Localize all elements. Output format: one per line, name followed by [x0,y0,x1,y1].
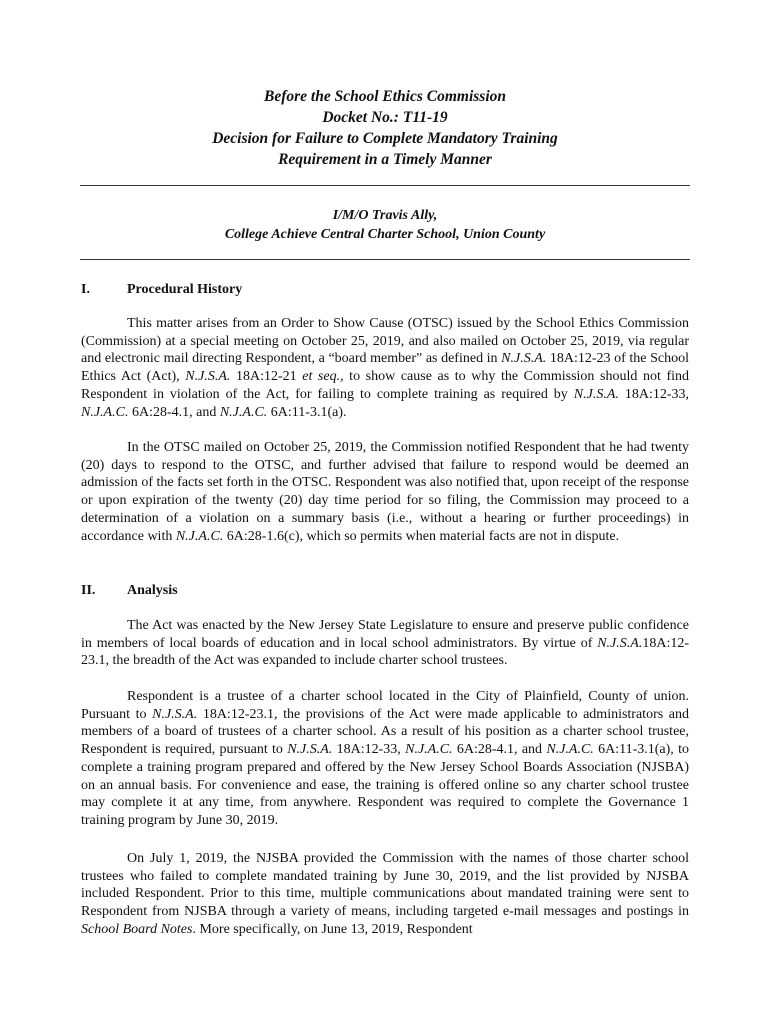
case-caption [80,206,690,244]
header-title: Before the School Ethics Commission [263,88,506,105]
paragraph-act-purpose: The Act was enacted by the New Jersey State Legislature to ensure and preserve public confidence in members of local boards of education and in local school administrators. By virtue of N.J.S.A.18A:12-23.1, the breadth of the Act was expanded to include charter school trustees. [81,618,689,669]
paragraph-respondent-duty: Respondent is a trustee of a charter school located in the City of Plainfield, County of union. Pursuant to N.J.S.A. 18A:12-23.1, the provisions of the Act were made applicable to administrators and members of a board of trustees of a charter school. As a result of his position as a charter school trustee, Respondent is required, pursuant to N.J.S.A. 18A:12-33, N.J.A.C. 6A:28-4.1, and N.J.A.C. 6A:11-3.1(a), to complete a training program prepared and offered by the New Jersey School Boards Association (NJSBA) on an annual basis. For convenience and ease, the training is offered online so any charter school trustee may complete it at any time, from anywhere. Respondent was required to complete the Governance 1 training program by June 30, 2019. [81,689,690,828]
section-heading-analysis [81,582,178,600]
section-number: II. [81,583,96,598]
bottom-divider [80,259,690,260]
paragraph-otsc-notice: In the OTSC mailed on October 25, 2019, the Commission notified Respondent that he had twenty (20) days to respond to the OTSC, and further advised that failure to respond would be deemed an admission of the facts set forth in the OTSC. Respondent was also notified that, upon receipt of the response or upon expiration of the twenty (20) day time period for so filing, the Commission may proceed to a determination of a violation on a summary basis (i.e., without a hearing or further proceedings) in accordance with N.J.A.C. 6A:28-1.6(c), which so permits when material facts are not in dispute. [81,440,689,544]
header-docket: Docket No.: T11-19 [322,109,448,126]
document-header [80,86,690,170]
caption-respondent: I/M/O Travis Ally, [332,208,438,223]
caption-school: College Achieve Central Charter School, Union County [224,227,546,242]
section-number: I. [81,282,90,297]
section-title: Procedural History [127,282,243,297]
section-heading-procedural-history [81,281,242,299]
paragraph-njsba-report: On July 1, 2019, the NJSBA provided the Commission with the names of those charter school trustees who failed to complete mandated training by June 30, 2019, and the list provided by NJSBA included Respondent. Prior to this time, multiple communications about mandated training were sent to Respondent from NJSBA through a variety of means, including targeted e-mail messages and postings in School Board Notes. More specifically, on June 13, 2019, Respondent [81,851,689,937]
header-decision-cont: Requirement in a Timely Manner [278,151,492,168]
header-decision: Decision for Failure to Complete Mandatory Training [212,130,558,147]
section-title: Analysis [127,583,178,598]
paragraph-otsc-origin: This matter arises from an Order to Show Cause (OTSC) issued by the School Ethics Commission (Commission) at a special meeting on October 25, 2019, and also mailed on October 25, 2019, via regular and electronic mail directing Respondent, a “board member” as defined in N.J.S.A. 18A:12-23 of the School Ethics Act (Act), N.J.S.A. 18A:12-21 et seq., to show cause as to why the Commission should not find Respondent in violation of the Act, for failing to complete training as required by N.J.S.A. 18A:12-33, N.J.A.C. 6A:28-4.1, and N.J.A.C. 6A:11-3.1(a). [81,316,689,420]
top-divider [80,185,690,186]
